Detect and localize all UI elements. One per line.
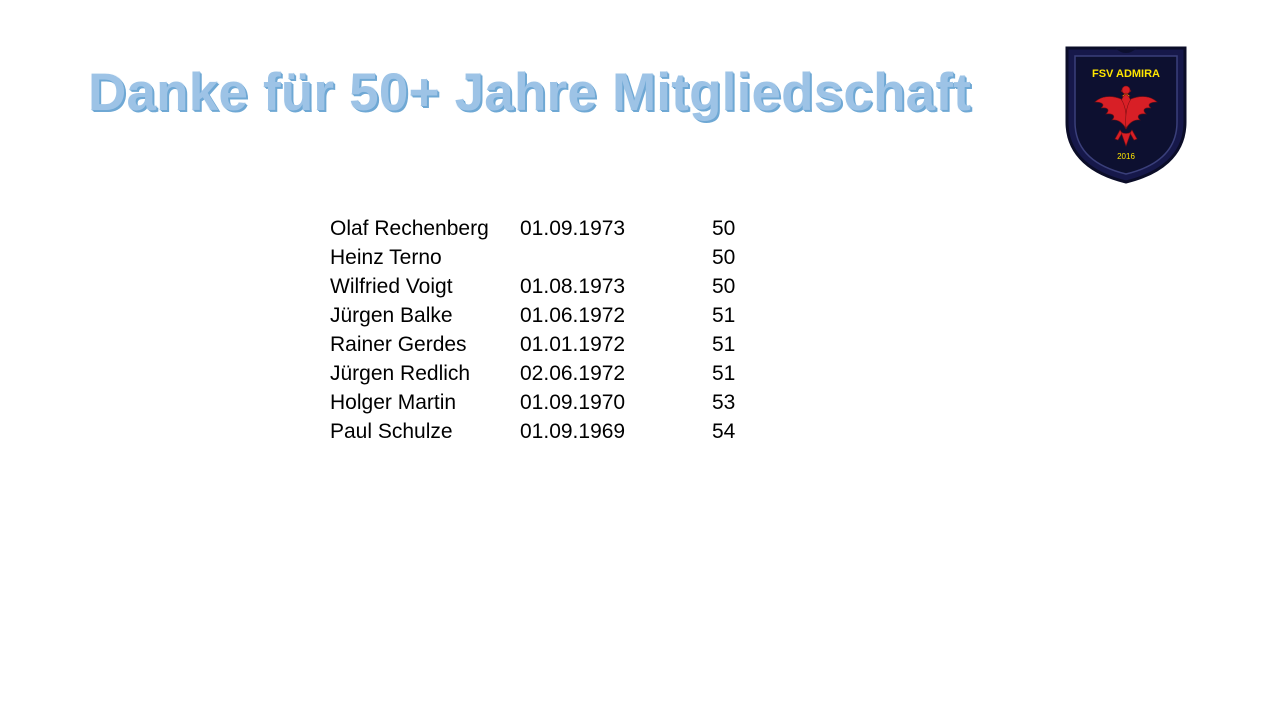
table-row: [330, 301, 752, 330]
table-row: [330, 214, 752, 243]
member-years: 50: [712, 275, 736, 298]
member-name: Wilfried Voigt: [330, 275, 453, 298]
club-crest-logo: [1063, 44, 1189, 186]
member-years: 50: [712, 246, 736, 269]
member-years: 54: [712, 420, 736, 443]
member-date: 01.09.1969: [520, 420, 626, 443]
member-name: Paul Schulze: [330, 420, 453, 443]
member-date: 01.06.1972: [520, 304, 626, 327]
member-years: 50: [712, 217, 736, 240]
member-date: 01.01.1972: [520, 333, 626, 356]
member-years: 53: [712, 391, 736, 414]
member-years: 51: [712, 333, 736, 356]
member-name: Jürgen Balke: [330, 304, 453, 327]
member-date: 01.08.1973: [520, 275, 626, 298]
member-name: Rainer Gerdes: [330, 333, 467, 356]
member-date: 02.06.1972: [520, 362, 626, 385]
member-date: 01.09.1970: [520, 391, 626, 414]
table-row: [330, 359, 752, 388]
member-name: Jürgen Redlich: [330, 362, 471, 385]
member-years: 51: [712, 362, 736, 385]
table-row: [330, 388, 752, 417]
member-list: [330, 214, 752, 446]
member-date: 01.09.1973: [520, 217, 626, 240]
crest-year: 2016: [1117, 152, 1135, 161]
member-date: [520, 243, 712, 272]
member-years: 51: [712, 304, 736, 327]
table-row: [330, 272, 752, 301]
table-row: [330, 243, 752, 272]
member-name: Olaf Rechenberg: [330, 217, 489, 240]
table-row: [330, 330, 752, 359]
page-title: Danke für 50+ Jahre Mitgliedschaft: [88, 63, 972, 122]
table-row: [330, 417, 752, 446]
member-name: Holger Martin: [330, 391, 457, 414]
member-name: Heinz Terno: [330, 246, 442, 269]
crest-club-name: FSV ADMIRA: [1091, 68, 1161, 80]
